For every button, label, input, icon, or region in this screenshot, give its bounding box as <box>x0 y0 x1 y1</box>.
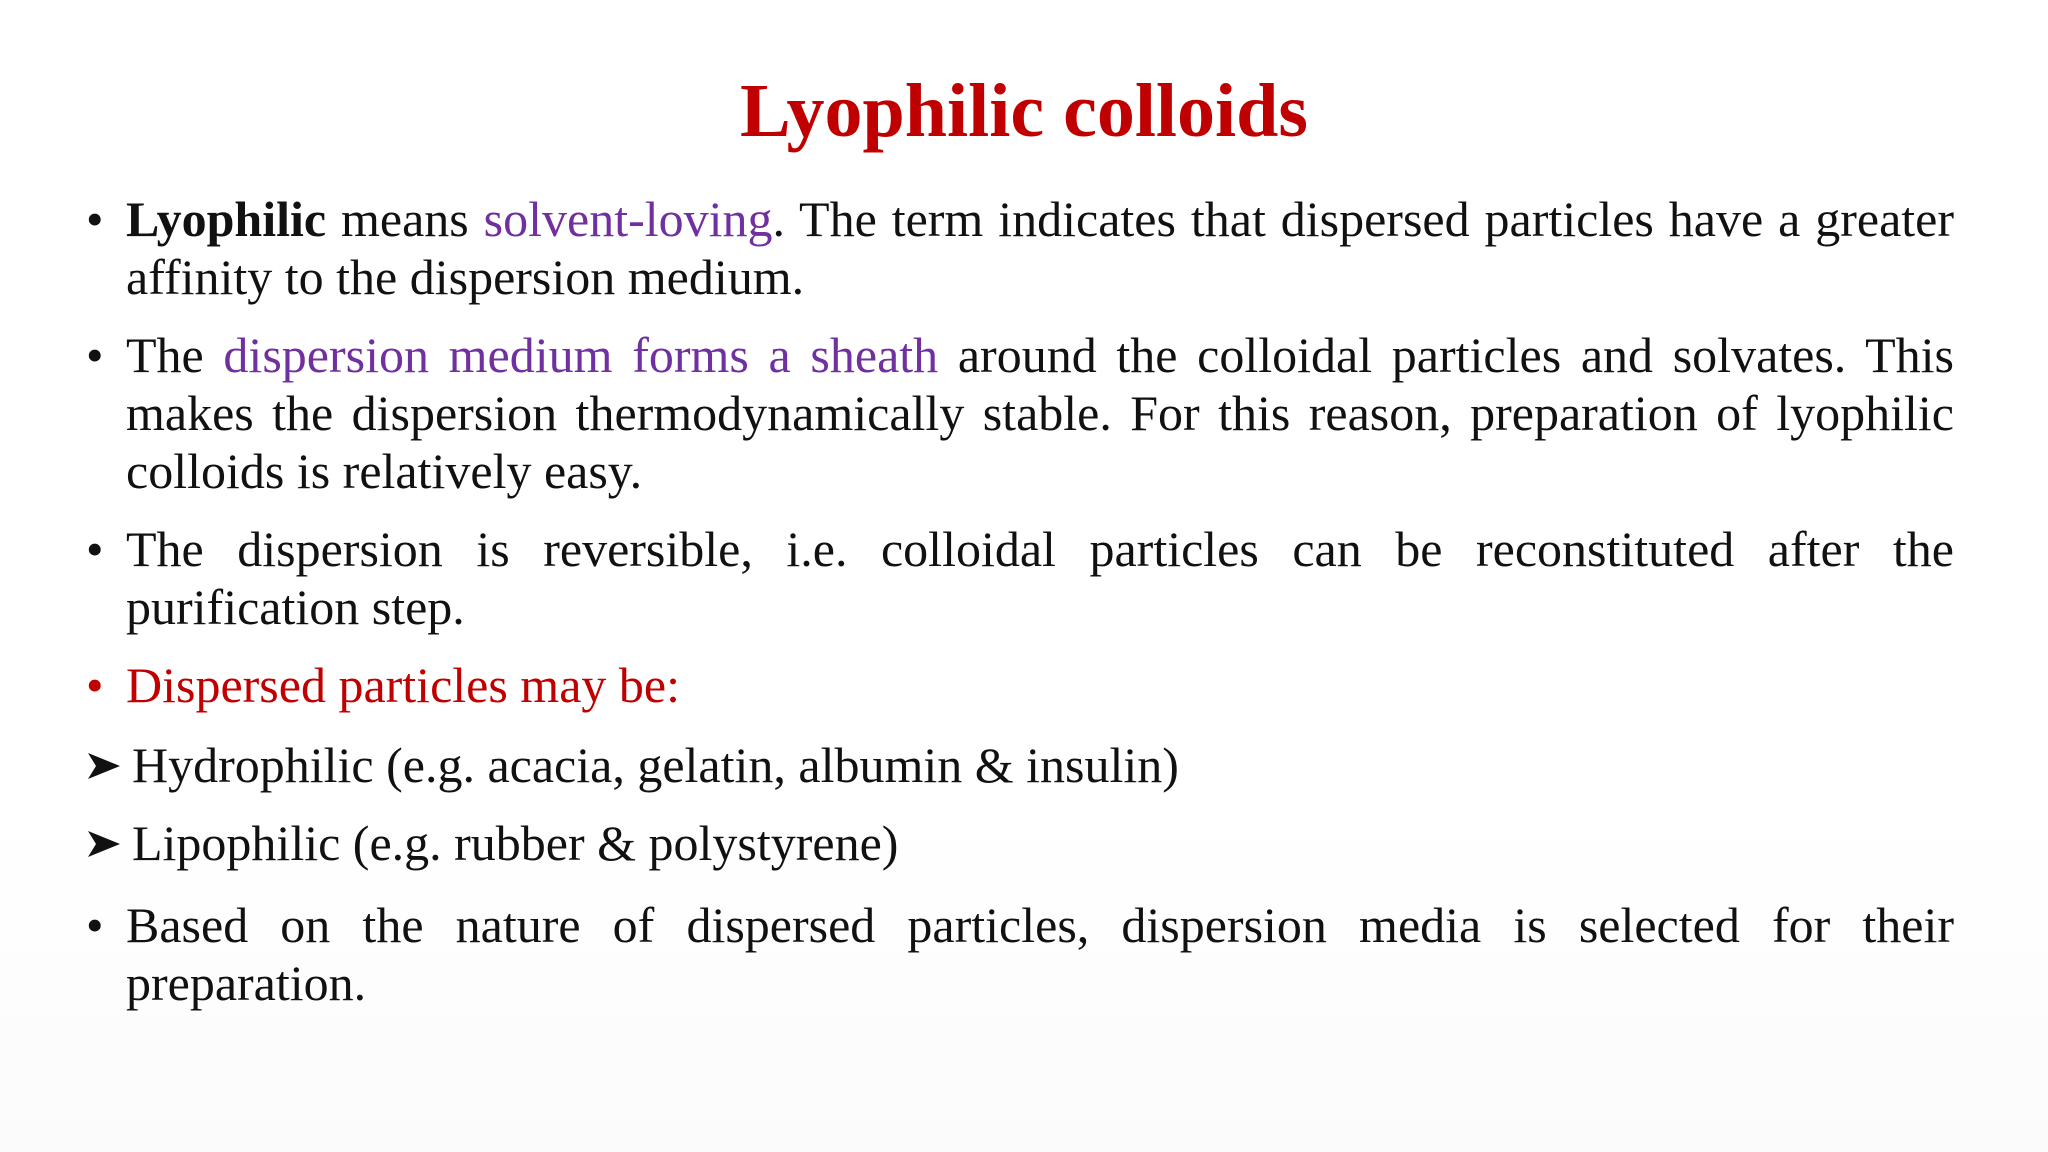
bullet-item <box>80 520 1954 636</box>
slide-title: Lyophilic colloids <box>739 69 1309 153</box>
bullet-text: The dispersion is reversible, i.e. colloidal particles can be reconstituted after the purification step. <box>126 521 1954 635</box>
bullet-item <box>80 896 1954 1012</box>
sub-list <box>84 736 1958 892</box>
bullet-item <box>80 190 1954 306</box>
final-section <box>80 896 1954 1032</box>
bullet-item <box>80 326 1954 500</box>
bullet-dot-icon: • <box>86 897 104 953</box>
bullet-text: around the colloidal particles and solvates. This makes the dispersion thermodynamically stable. For this reason, preparation of lyophilic colloids is relatively easy. <box>126 327 1954 499</box>
bullet-dot-icon: • <box>86 327 104 383</box>
sub-item-text: Lipophilic (e.g. rubber & polystyrene) <box>132 815 899 871</box>
bullet-item-heading <box>80 656 1954 714</box>
bullet-text: means <box>326 191 484 247</box>
highlight-text: solvent-loving <box>483 191 773 247</box>
highlight-text: dispersion medium forms a sheath <box>223 327 939 383</box>
bullet-dot-icon: • <box>86 521 104 577</box>
sub-item <box>84 814 1958 872</box>
bullet-dot-icon: • <box>86 191 104 247</box>
term-bold: Lyophilic <box>126 191 327 247</box>
arrow-bullet-icon <box>86 736 122 781</box>
arrow-bullet-icon <box>86 814 122 859</box>
bullet-text: The <box>126 327 224 383</box>
bullet-dot-icon: • <box>86 657 104 713</box>
sub-item-text: Hydrophilic (e.g. acacia, gelatin, albumin & insulin) <box>132 737 1179 793</box>
slide-content <box>80 190 1954 734</box>
sub-item <box>84 736 1958 794</box>
bullet-text: Based on the nature of dispersed particles, dispersion media is selected for their preparation. <box>126 897 1954 1011</box>
bullet-text: . The term indicates that dispersed particles have a greater affinity to the dispersion medium. <box>126 191 1954 305</box>
bullet-text: Dispersed particles may be: <box>126 657 680 713</box>
